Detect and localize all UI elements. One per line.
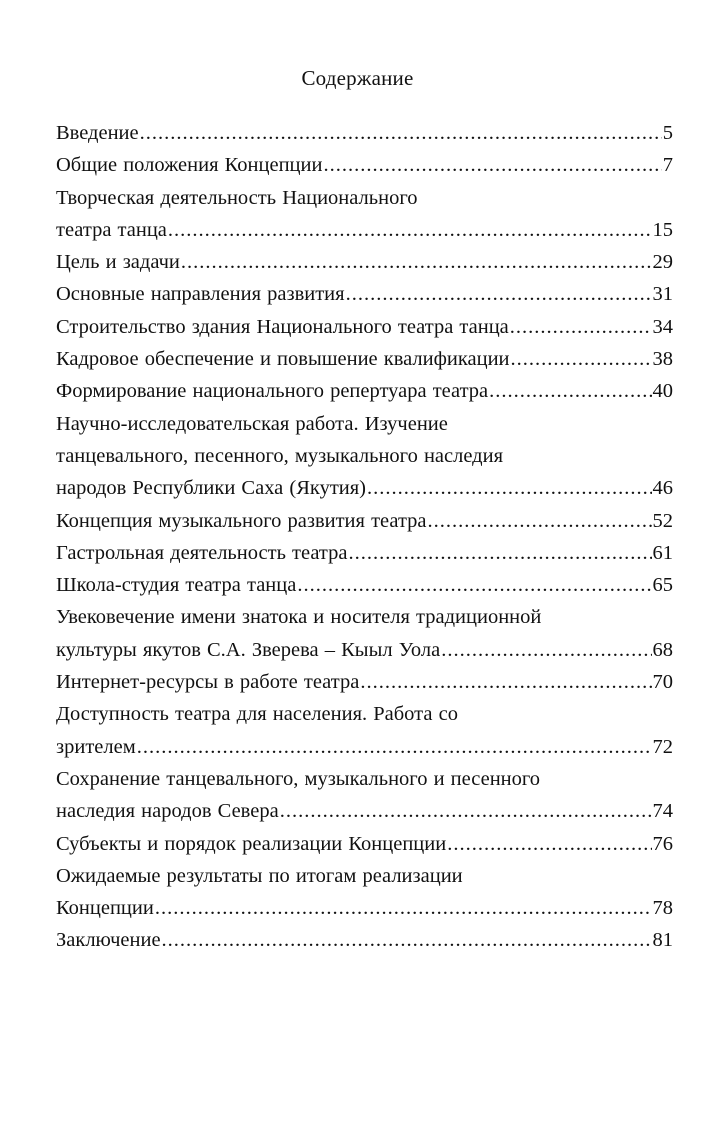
toc-entry	[56, 348, 673, 380]
toc-entry-title: Сохранение танцевального, музыкального и песенного	[56, 767, 541, 790]
toc-entry-line	[56, 219, 673, 251]
dot-leader	[162, 929, 652, 952]
toc-entry	[56, 768, 673, 833]
toc-entry-line	[56, 574, 673, 606]
toc-entry-title: Творческая деятельность Национального	[56, 186, 418, 209]
toc-entry-line	[56, 251, 673, 283]
toc-entry-title: Научно-исследовательская работа. Изучение	[56, 412, 448, 435]
dot-leader	[511, 348, 652, 371]
toc-entry-title: Цель и задачи	[56, 251, 180, 274]
toc-entry-line	[56, 283, 673, 315]
toc-page-number: 65	[652, 574, 673, 597]
toc-page-number: 78	[652, 897, 673, 920]
dot-leader	[137, 736, 652, 759]
toc-entry-title: Гастрольная деятельность театра	[56, 541, 348, 564]
toc-entry-line	[56, 154, 673, 186]
toc-entry-line	[56, 703, 673, 735]
toc-entry	[56, 510, 673, 542]
toc-entry-line	[56, 800, 673, 832]
toc-entry-line	[56, 122, 673, 154]
toc-list	[56, 122, 673, 962]
toc-entry-title: Ожидаемые результаты по итогам реализации	[56, 864, 463, 887]
toc-page-number: 68	[652, 638, 673, 661]
dot-leader	[428, 510, 652, 533]
toc-entry	[56, 929, 673, 961]
toc-page-number: 29	[652, 251, 673, 274]
toc-page-number: 70	[652, 671, 673, 694]
dot-leader	[346, 283, 652, 306]
toc-entry-title: Субъекты и порядок реализации Концепции	[56, 832, 447, 855]
toc-entry-title: культуры якутов С.А. Зверева – Кыыл Уола	[56, 638, 441, 661]
toc-page-number: 7	[662, 154, 673, 177]
toc-entry-title: Кадровое обеспечение и повышение квалификации	[56, 348, 510, 371]
toc-entry	[56, 316, 673, 348]
toc-entry-title: Заключение	[56, 929, 161, 952]
dot-leader	[140, 122, 662, 145]
toc-page-number: 61	[652, 541, 673, 564]
toc-entry-title: Школа-студия театра танца	[56, 574, 297, 597]
toc-entry	[56, 574, 673, 606]
dot-leader	[348, 542, 651, 565]
toc-entry	[56, 671, 673, 703]
toc-entry-line	[56, 510, 673, 542]
toc-page-number: 40	[652, 380, 673, 403]
toc-entry-title: Введение	[56, 122, 139, 144]
toc-entry-line	[56, 316, 673, 348]
toc-page-number: 15	[652, 218, 673, 241]
toc-page-number: 38	[652, 348, 673, 371]
toc-entry-title: Концепции	[56, 897, 154, 920]
toc-entry-line	[56, 865, 673, 897]
toc-entry-line	[56, 671, 673, 703]
toc-entry-title: народов Республики Саха (Якутия)	[56, 477, 367, 500]
toc-entry-line	[56, 477, 673, 509]
dot-leader	[360, 671, 651, 694]
dot-leader	[280, 800, 652, 823]
toc-page-number: 72	[652, 735, 673, 758]
toc-entry-line	[56, 929, 673, 961]
toc-entry-line	[56, 413, 673, 445]
toc-title: Содержание	[301, 66, 414, 90]
toc-entry-line	[56, 897, 673, 929]
toc-entry	[56, 154, 673, 186]
toc-entry-title: Формирование национального репертуара театра	[56, 380, 489, 403]
toc-entry-line	[56, 542, 673, 574]
toc-entry-title: зрителем	[56, 735, 136, 758]
toc-entry-title: танцевального, песенного, музыкального наследия	[56, 444, 504, 467]
toc-entry-title: Общие положения Концепции	[56, 154, 323, 177]
toc-entry-line	[56, 348, 673, 380]
toc-entry	[56, 380, 673, 412]
toc-entry-title: Увековечение имени знатока и носителя традиционной	[56, 606, 542, 629]
toc-page-number: 52	[652, 509, 673, 532]
toc-page-number: 31	[652, 283, 673, 306]
dot-leader	[297, 574, 651, 597]
toc-entry	[56, 606, 673, 671]
toc-page-number: 46	[652, 477, 673, 500]
toc-entry	[56, 542, 673, 574]
toc-page-number: 34	[652, 315, 673, 338]
toc-entry-title: Интернет-ресурсы в работе театра	[56, 671, 360, 694]
toc-entry	[56, 122, 673, 154]
toc-entry	[56, 413, 673, 510]
toc-page-number: 74	[652, 800, 673, 823]
dot-leader	[489, 380, 651, 403]
toc-entry-line	[56, 639, 673, 671]
toc-entry-title: Строительство здания Национального театра танца	[56, 315, 509, 338]
toc-entry-title: театра танца	[56, 218, 167, 241]
toc-entry-line	[56, 833, 673, 865]
toc-entry-line	[56, 380, 673, 412]
toc-entry-title: Основные направления развития	[56, 283, 345, 306]
dot-leader	[168, 219, 652, 242]
dot-leader	[323, 154, 661, 177]
toc-page-number: 76	[652, 832, 673, 855]
dot-leader	[441, 639, 651, 662]
toc-entry	[56, 251, 673, 283]
toc-entry-title: наследия народов Севера	[56, 800, 279, 823]
dot-leader	[447, 833, 651, 856]
dot-leader	[367, 477, 651, 500]
toc-entry	[56, 187, 673, 252]
toc-entry-line	[56, 768, 673, 800]
toc-entry	[56, 833, 673, 865]
toc-page-number: 5	[662, 122, 673, 144]
dot-leader	[510, 316, 652, 339]
toc-page-number: 81	[652, 929, 673, 952]
toc-entry	[56, 283, 673, 315]
toc-entry	[56, 865, 673, 930]
toc-entry-line	[56, 187, 673, 219]
toc-entry-title: Доступность театра для населения. Работа со	[56, 703, 458, 726]
dot-leader	[181, 251, 652, 274]
toc-entry-line	[56, 606, 673, 638]
dot-leader	[155, 897, 652, 920]
toc-entry-line	[56, 445, 673, 477]
toc-entry-line	[56, 736, 673, 768]
toc-entry	[56, 703, 673, 768]
toc-entry-title: Концепция музыкального развития театра	[56, 509, 427, 532]
